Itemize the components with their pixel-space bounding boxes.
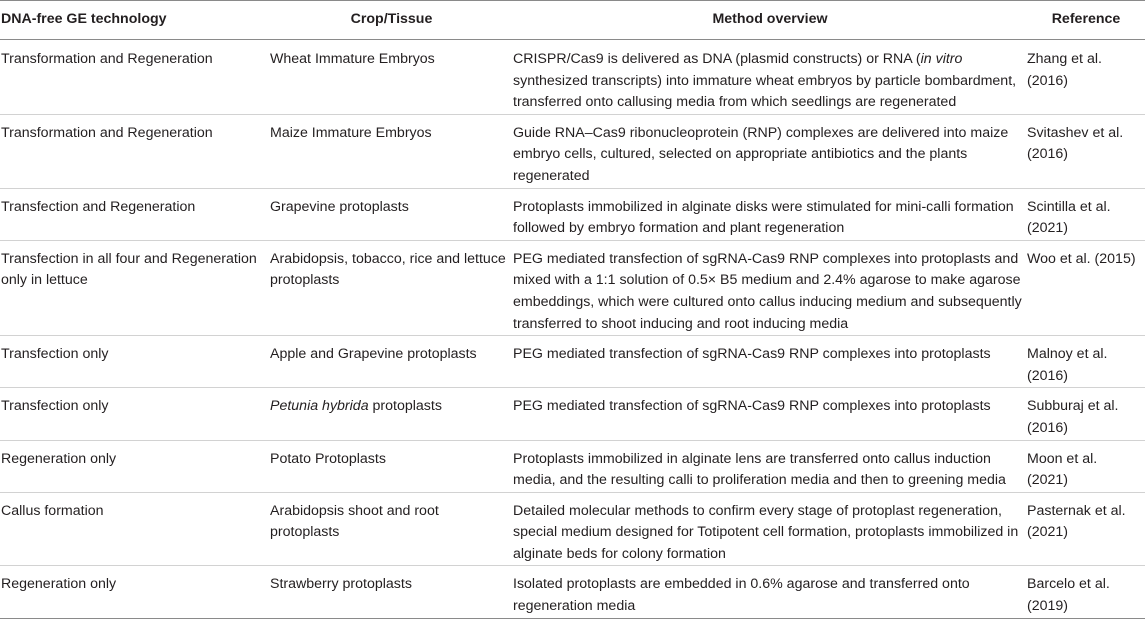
cell-reference: Svitashev et al. (2016) <box>1027 124 1124 163</box>
method-text-continued: synthesized transcripts) into immature wheat embryos by particle bombardment, transferred onto callusing media from which seedlings are regenerated <box>513 72 1017 111</box>
cell-reference: Pasternak et al. (2021) <box>1027 502 1126 541</box>
cell-method: Detailed molecular methods to confirm every stage of protoplast regeneration, special medium designed for Totipotent cell formation, protoplasts immobilized in alginate beds for colony formation <box>513 502 1019 562</box>
cell-reference: Zhang et al. (2016) <box>1027 51 1102 89</box>
cell-crop: Grapevine protoplasts <box>270 198 409 215</box>
cell-technology: Regeneration only <box>1 576 117 593</box>
cell-crop: Maize Immature Embryos <box>270 124 432 141</box>
cell-reference: Scintilla et al. (2021) <box>1027 198 1111 237</box>
table-row <box>0 188 1145 240</box>
cell-reference: Moon et al. (2021) <box>1027 450 1098 489</box>
cell-technology: Transfection only <box>1 398 109 415</box>
table-row <box>0 388 1145 440</box>
table-row <box>0 40 1145 115</box>
crop-text: protoplasts <box>368 398 442 415</box>
header-technology: DNA-free GE technology <box>0 1 270 40</box>
crop-species-italic: Petunia hybrida <box>270 398 369 415</box>
cell-method: Protoplasts immobilized in alginate disks were stimulated for mini-calli formation followed by embryo formation and plant regeneration <box>513 198 1014 237</box>
cell-technology: Transformation and Regeneration <box>1 51 213 67</box>
cell-technology: Transfection only <box>1 346 109 363</box>
cell-technology: Transfection and Regeneration <box>1 198 196 215</box>
cell-technology: Transformation and Regeneration <box>1 124 213 141</box>
cell-reference: Woo et al. (2015) <box>1027 250 1136 267</box>
table-row <box>0 114 1145 188</box>
cell-reference: Subburaj et al. (2016) <box>1027 398 1119 436</box>
header-method-overview: Method overview <box>513 1 1027 40</box>
header-crop-tissue: Crop/Tissue <box>270 1 513 40</box>
cell-reference: Barcelo et al. (2019) <box>1027 576 1110 615</box>
table-row <box>0 566 1145 618</box>
cell-technology: Transfection in all four and Regeneration only in lettuce <box>1 250 257 289</box>
cell-method: Protoplasts immobilized in alginate lens are transferred onto callus induction media, and the resulting calli to proliferation media and then to greening media <box>513 450 1006 489</box>
cell-method: PEG mediated transfection of sgRNA-Cas9 RNP complexes into protoplasts <box>513 346 991 363</box>
method-italic-text: in vitro <box>920 51 963 67</box>
table-row <box>0 336 1145 388</box>
cell-method <box>513 40 1027 115</box>
cell-method: PEG mediated transfection of sgRNA-Cas9 RNP complexes into protoplasts and mixed with a 1:1 solution of 0.5× B5 medium and 2.4% agarose to make agarose embeddings, which were cultured onto callus inducing medium and subsequently transferred to shoot inducing and root inducing media <box>513 250 1022 332</box>
cell-crop: Apple and Grapevine protoplasts <box>270 346 477 363</box>
cell-method: Guide RNA–Cas9 ribonucleoprotein (RNP) complexes are delivered into maize embryo cells, cultured, selected on appropriate antibiotics and the plants regenerated <box>513 124 1009 184</box>
header-reference: Reference <box>1027 1 1145 40</box>
cell-crop: Wheat Immature Embryos <box>270 51 435 67</box>
cell-technology: Callus formation <box>1 502 104 519</box>
cell-crop <box>270 388 513 440</box>
cell-technology: Regeneration only <box>1 450 117 467</box>
header-row <box>0 1 1145 40</box>
method-text: CRISPR/Cas9 is delivered as DNA (plasmid constructs) or RNA ( <box>513 51 921 67</box>
table-row <box>0 240 1145 335</box>
cell-crop: Potato Protoplasts <box>270 450 386 467</box>
cell-method: Isolated protoplasts are embedded in 0.6% agarose and transferred onto regeneration media <box>513 576 970 615</box>
cell-crop: Strawberry protoplasts <box>270 576 412 593</box>
cell-reference: Malnoy et al. (2016) <box>1027 346 1108 384</box>
cell-crop: Arabidopsis, tobacco, rice and lettuce protoplasts <box>270 250 506 289</box>
cell-method: PEG mediated transfection of sgRNA-Cas9 RNP complexes into protoplasts <box>513 398 991 415</box>
cell-crop: Arabidopsis shoot and root protoplasts <box>270 502 439 541</box>
table-row <box>0 492 1145 566</box>
table-row <box>0 440 1145 492</box>
